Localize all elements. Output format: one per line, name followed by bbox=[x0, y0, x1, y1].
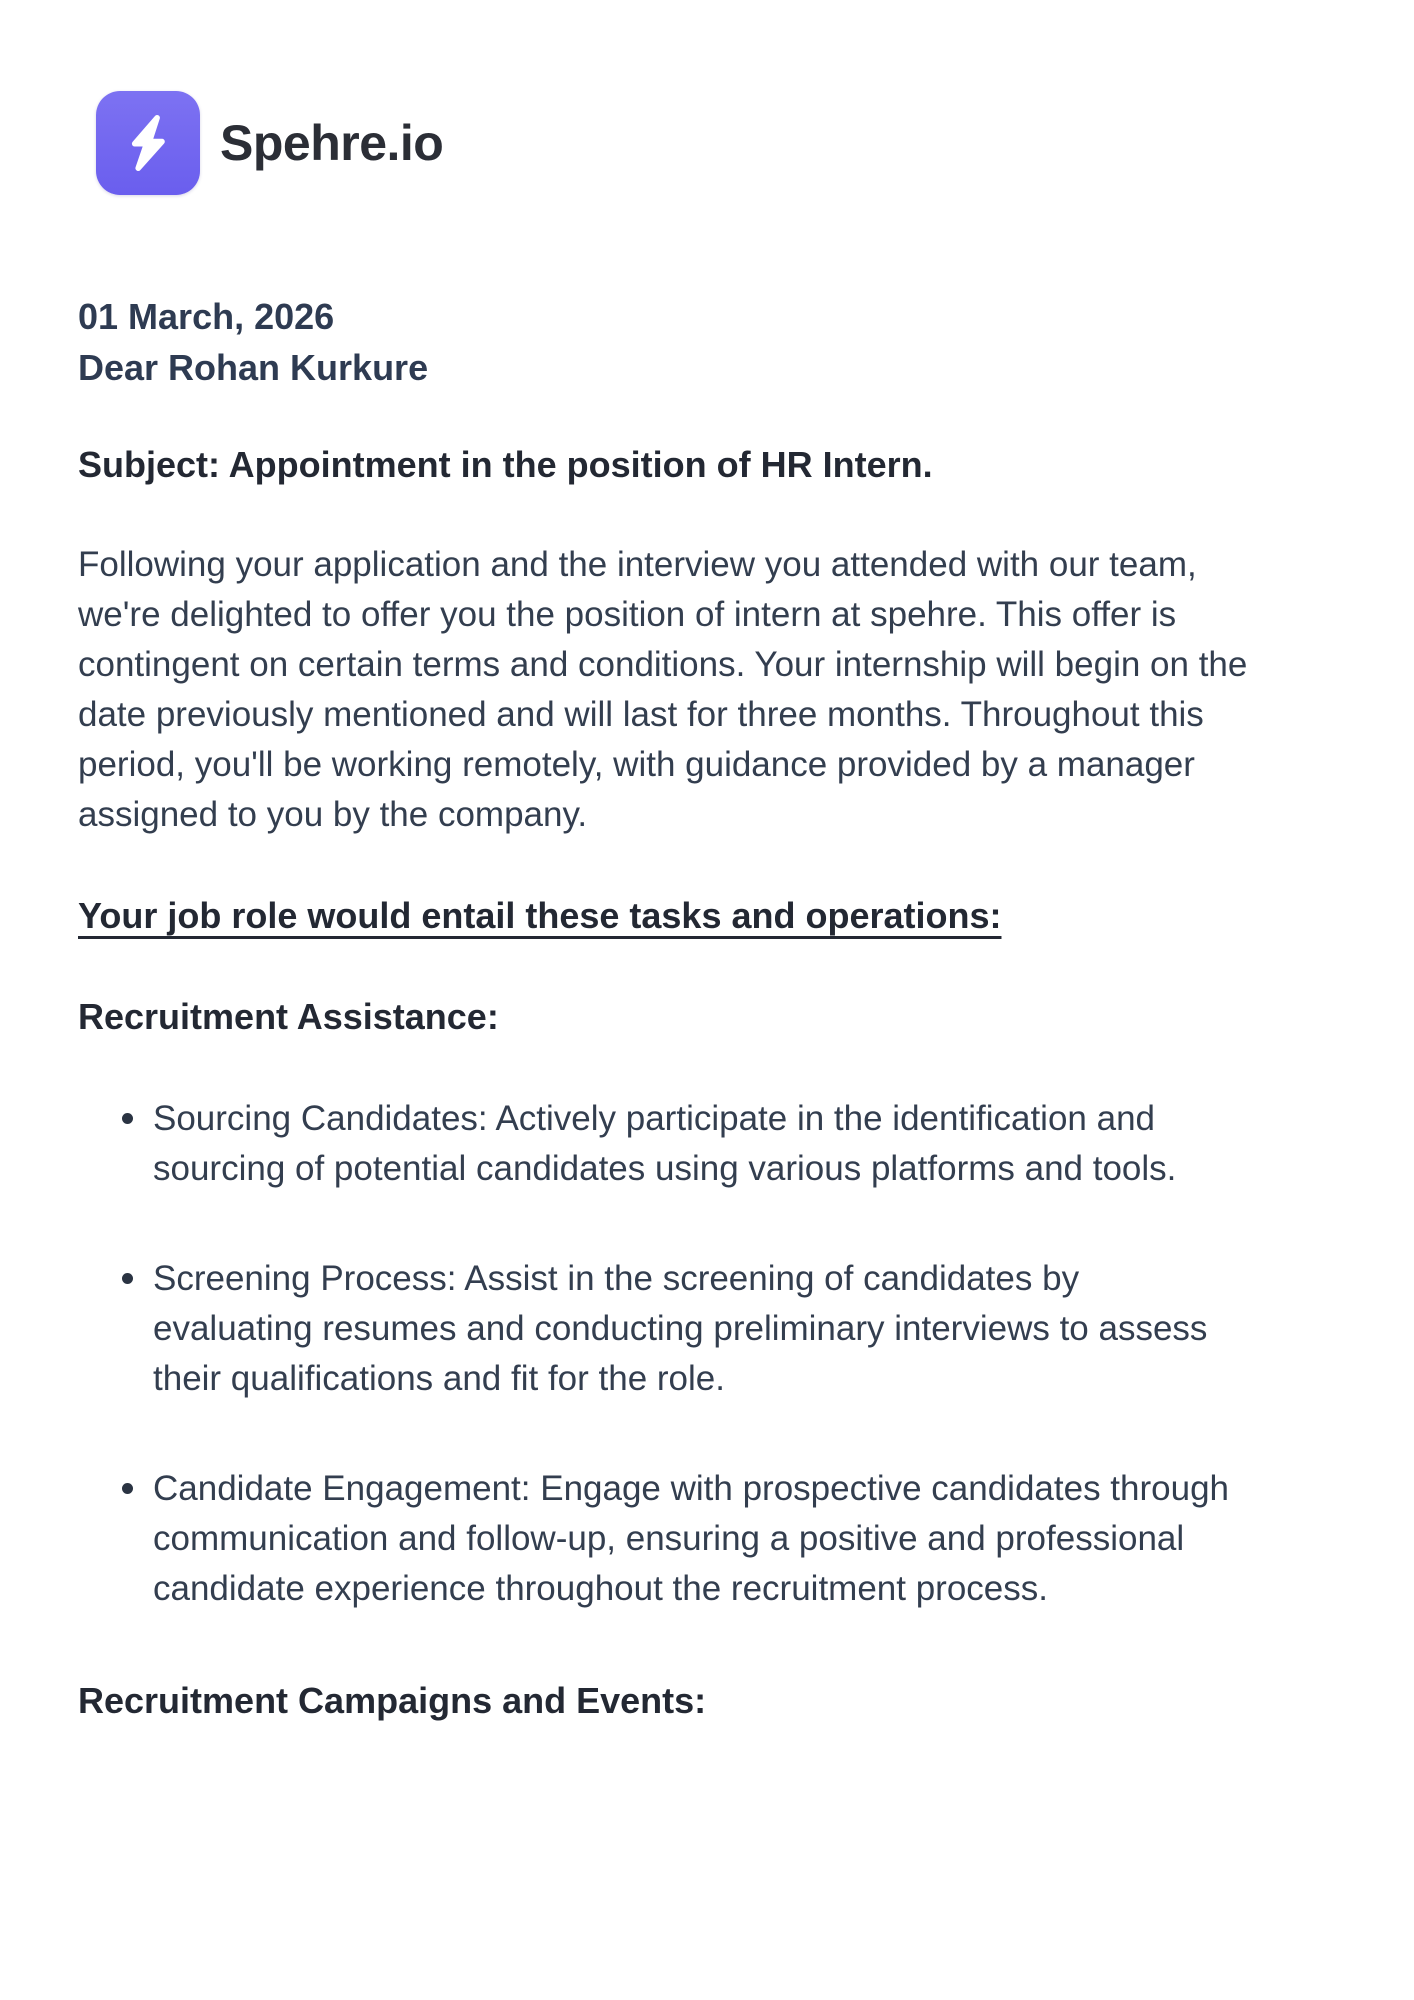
list-item-text: Candidate Engagement: Engage with prospective candidates through communication and follow-up, ensuring a positive and professional candidate experience throughout the recruitment process. bbox=[153, 1469, 1230, 1608]
letterhead bbox=[0, 0, 1414, 195]
list-item bbox=[78, 1094, 1238, 1194]
tasks-heading bbox=[78, 890, 1334, 942]
tasks-heading-text: Your job role would entail these tasks and operations: bbox=[78, 895, 1002, 936]
list-item-text: Sourcing Candidates: Actively participate in the identification and sourcing of potential candidates using various platforms and tools. bbox=[153, 1099, 1177, 1188]
list-item bbox=[78, 1464, 1238, 1614]
bullet-dot-icon bbox=[122, 1273, 133, 1284]
salutation: Dear Rohan Kurkure bbox=[78, 347, 429, 388]
subject-line: Subject: Appointment in the position of HR Intern. bbox=[78, 444, 933, 485]
list-item bbox=[78, 1254, 1238, 1404]
spehre-logo-icon bbox=[96, 91, 200, 195]
bullet-dot-icon bbox=[122, 1113, 133, 1124]
list-item-text: Screening Process: Assist in the screening of candidates by evaluating resumes and conducting preliminary interviews to assess their qualifications and fit for the role. bbox=[153, 1259, 1208, 1398]
section-heading-recruitment-campaigns: Recruitment Campaigns and Events: bbox=[78, 1680, 707, 1721]
section-heading-recruitment-assistance: Recruitment Assistance: bbox=[78, 996, 499, 1037]
brand-wordmark: Spehre.io bbox=[220, 115, 444, 171]
intro-paragraph: Following your application and the interview you attended with our team, we're delighted to offer you the position of intern at spehre. This offer is contingent on certain terms and conditions. Your internship will begin on the date previously mentioned and will last for three months. Throughout this period, you'll be working remotely, with guidance provided by a manager assigned to you by the company. bbox=[78, 545, 1248, 834]
letter-date: 01 March, 2026 bbox=[78, 296, 335, 337]
bullet-dot-icon bbox=[122, 1483, 133, 1494]
recruitment-assistance-list bbox=[78, 1094, 1334, 1614]
letter-body bbox=[0, 291, 1414, 1726]
